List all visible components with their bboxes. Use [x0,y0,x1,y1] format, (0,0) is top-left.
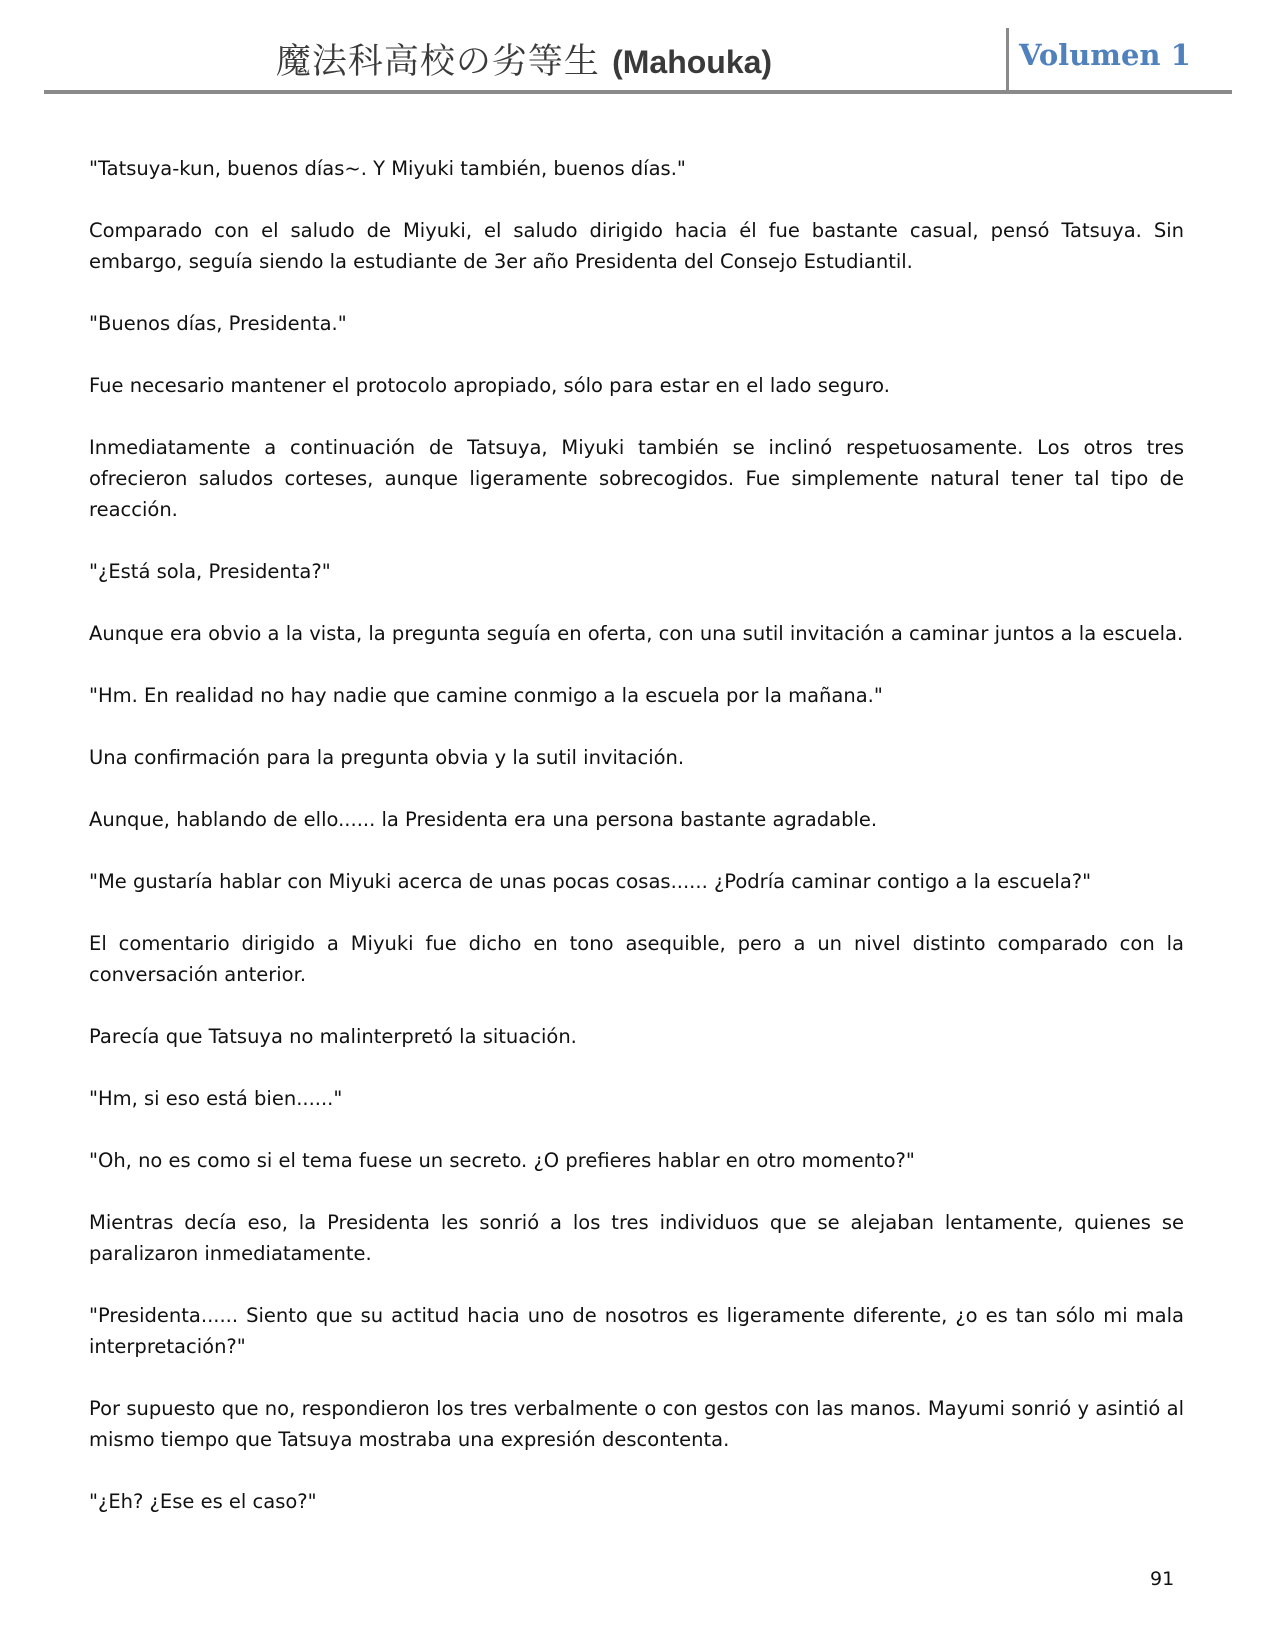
header-rule [44,90,1232,94]
paragraph: Por supuesto que no, respondieron los tres verbalmente o con gestos con las manos. Mayumi sonrió y asintió al mismo tiempo que Tatsuya mostraba una expresión descontenta. [89,1397,1184,1451]
header-divider [1006,28,1009,90]
paragraph: Aunque era obvio a la vista, la pregunta seguía en oferta, con una sutil invitación a caminar juntos a la escuela. [89,622,1184,645]
paragraph: "Presidenta...... Siento que su actitud hacia uno de nosotros es ligeramente diferente, ¿o es tan sólo mi mala interpretación?" [89,1304,1184,1358]
paragraph: "¿Está sola, Presidenta?" [89,560,331,583]
page-body [89,153,1184,1548]
paragraph: Parecía que Tatsuya no malinterpretó la situación. [89,1025,577,1048]
paragraph: Comparado con el saludo de Miyuki, el saludo dirigido hacia él fue bastante casual, pensó Tatsuya. Sin embargo, seguía siendo la estudiante de 3er año Presidenta del Consejo Estudiantil. [89,219,1184,273]
paragraph: Aunque, hablando de ello...... la Presidenta era una persona bastante agradable. [89,808,878,831]
volume-label: Volumen 1 [1019,38,1191,72]
paragraph: Inmediatamente a continuación de Tatsuya, Miyuki también se inclinó respetuosamente. Los otros tres ofrecieron saludos corteses, aunque ligeramente sobrecogidos. Fue simplemente natural tener tal tipo de reacción. [89,436,1184,521]
paragraph: "Tatsuya-kun, buenos días~. Y Miyuki también, buenos días." [89,157,686,180]
book-title [44,34,1004,84]
paragraph: "Buenos días, Presidenta." [89,312,347,335]
paragraph: "Hm. En realidad no hay nadie que camine conmigo a la escuela por la mañana." [89,684,883,707]
book-title-latin: (Mahouka) [612,44,773,80]
paragraph: Mientras decía eso, la Presidenta les sonrió a los tres individuos que se alejaban lentamente, quienes se paralizaron inmediatamente. [89,1211,1184,1265]
paragraph: "¿Eh? ¿Ese es el caso?" [89,1490,317,1513]
paragraph: Una confirmación para la pregunta obvia y la sutil invitación. [89,746,685,769]
paragraph: "Hm, si eso está bien......" [89,1087,343,1110]
page-number: 91 [1150,1568,1175,1590]
paragraph: El comentario dirigido a Miyuki fue dicho en tono asequible, pero a un nivel distinto comparado con la conversación anterior. [89,932,1184,986]
paragraph: "Me gustaría hablar con Miyuki acerca de unas pocas cosas...... ¿Podría caminar contigo a la escuela?" [89,870,1092,893]
book-title-japanese: 魔法科高校の劣等生 [275,42,600,82]
page-header [44,26,1232,94]
paragraph: "Oh, no es como si el tema fuese un secreto. ¿O prefieres hablar en otro momento?" [89,1149,915,1172]
paragraph: Fue necesario mantener el protocolo apropiado, sólo para estar en el lado seguro. [89,374,890,397]
